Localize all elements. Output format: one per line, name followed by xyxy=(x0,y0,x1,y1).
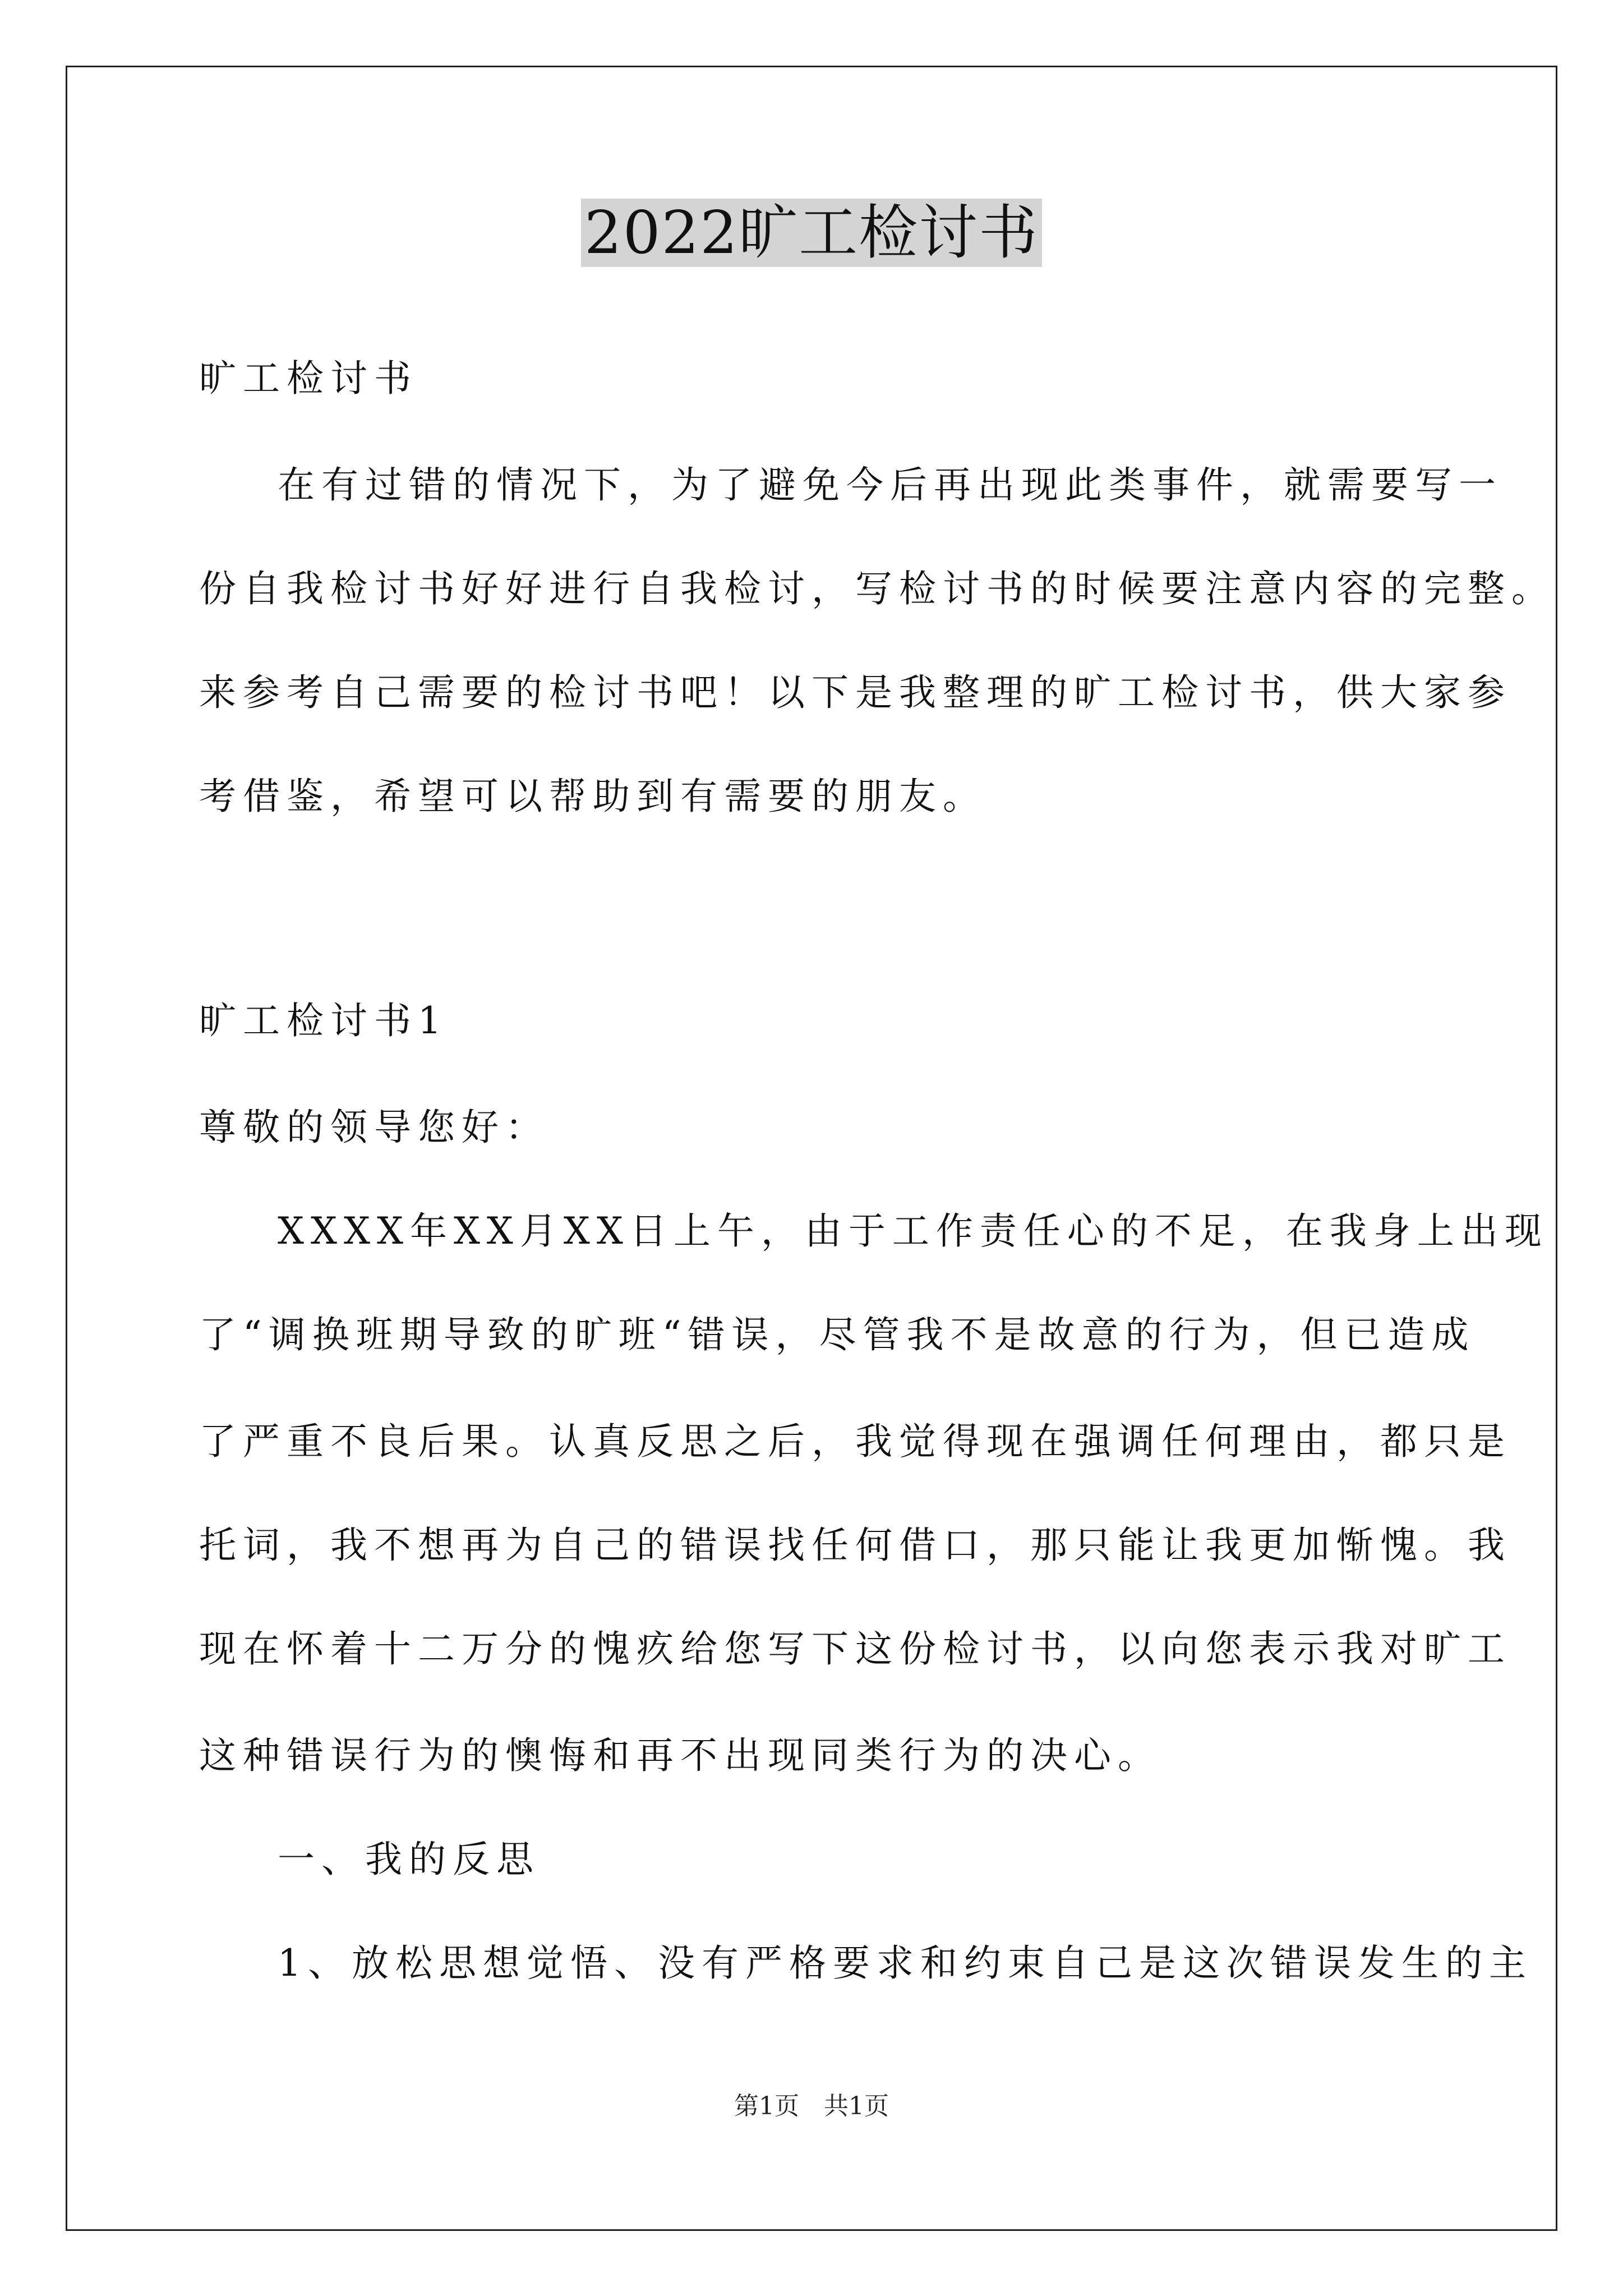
body-line: XXXX年XX月XX日上午，由于工作责任心的不足，在我身上出现 xyxy=(278,1209,1548,1253)
intro-line: 考借鉴，希望可以帮助到有需要的朋友。 xyxy=(199,775,986,818)
heading-absenteeism-self-criticism: 旷工检讨书 xyxy=(199,357,418,400)
section-heading-reflection: 一、我的反思 xyxy=(278,1838,540,1881)
document-title xyxy=(0,196,1623,269)
body-line: 这种错误行为的懊悔和再不出现同类行为的决心。 xyxy=(199,1734,1161,1777)
body-line: 现在怀着十二万分的愧疚给您写下这份检讨书，以向您表示我对旷工 xyxy=(199,1627,1511,1671)
intro-line: 在有过错的情况下，为了避免今后再出现此类事件，就需要写一 xyxy=(278,463,1502,507)
page-number-footer: 第1页 共1页 xyxy=(734,2092,889,2120)
salutation: 尊敬的领导您好： xyxy=(199,1106,549,1149)
intro-line: 来参考自己需要的检讨书吧！以下是我整理的旷工检讨书，供大家参 xyxy=(199,671,1511,714)
heading-self-criticism-1: 旷工检讨书1 xyxy=(199,999,448,1042)
body-line: 了“调换班期导致的旷班“错误，尽管我不是故意的行为，但已造成 xyxy=(199,1313,1476,1356)
intro-line: 份自我检讨书好好进行自我检讨，写检讨书的时候要注意内容的完整。 xyxy=(199,567,1555,610)
body-line: 托词，我不想再为自己的错误找任何借口，那只能让我更加惭愧。我 xyxy=(199,1524,1511,1567)
point-1-line: 1、放松思想觉悟、没有严格要求和约束自己是这次错误发生的主 xyxy=(278,1941,1533,1985)
title-text: 2022旷工检讨书 xyxy=(581,199,1042,267)
body-line: 了严重不良后果。认真反思之后，我觉得现在强调任何理由，都只是 xyxy=(199,1420,1511,1463)
